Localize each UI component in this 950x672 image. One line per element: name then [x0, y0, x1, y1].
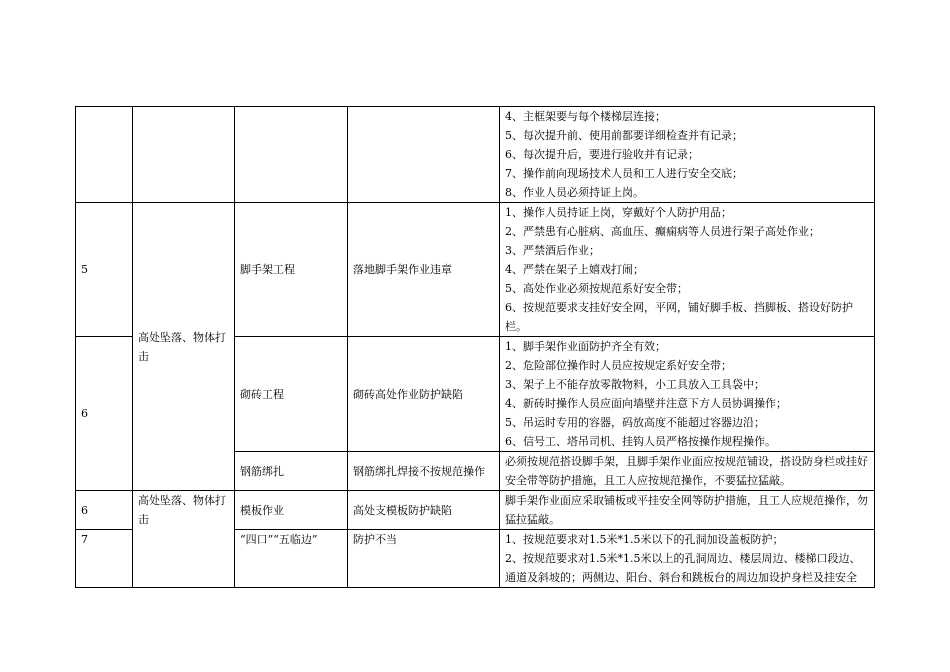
cell-measures — [500, 530, 875, 588]
measure-item: 2、危险部位操作时人员应按规定系好安全带； — [505, 359, 732, 372]
cell-risk: 钢筋绑扎焊接不按规范操作 — [348, 452, 500, 491]
cell-project: 砌砖工程 — [235, 337, 348, 452]
cell-no: 5 — [76, 203, 133, 337]
measure-item: 1、按规范要求对1.5米*1.5米以下的孔洞加设盖板防护； — [505, 533, 784, 546]
measure-item: 6、信号工、塔吊司机、挂钩人员严格按操作规程操作。 — [505, 435, 776, 448]
cell-no — [76, 107, 133, 203]
cell-risk — [348, 107, 500, 203]
measure-item: 3、严禁酒后作业； — [505, 244, 600, 257]
cell-measures: 脚手架作业面应采取铺板或平挂安全网等防护措施，且工人应规范操作，勿猛拉猛敲。 — [500, 491, 875, 530]
measure-item: 5、高处作业必须按规范系好安全带； — [505, 282, 688, 295]
table-row — [76, 203, 875, 337]
measure-item: 5、每次提升前、使用前都要详细检查并有记录； — [505, 129, 743, 142]
measure-item: 4、主框架要与每个楼梯层连接； — [505, 110, 666, 123]
measure-item: 7、操作前向现场技术人员和工人进行安全交底； — [505, 167, 743, 180]
cell-no: 7 — [76, 530, 133, 588]
cell-measures — [500, 107, 875, 203]
cell-project: 模板作业 — [235, 491, 348, 530]
measure-item: 8、作业人员必须持证上岗。 — [505, 186, 644, 199]
cell-risk: 高处支模板防护缺陷 — [348, 491, 500, 530]
cell-measures — [500, 203, 875, 337]
measure-item: 4、新砖时操作人员应面向墙壁并注意下方人员协调操作； — [505, 397, 787, 410]
measure-item: 1、操作人员持证上岗，穿戴好个人防护用品； — [505, 206, 732, 219]
hazard-control-table — [75, 106, 875, 588]
measure-item: 2、严禁患有心脏病、高血压、癫痫病等人员进行架子高处作业； — [505, 225, 820, 238]
measure-item: 6、每次提升后，要进行验收并有记录； — [505, 148, 699, 161]
table-row — [76, 107, 875, 203]
cell-accident: 高处坠落、物体打击 — [133, 203, 235, 491]
cell-no: 6 — [76, 337, 133, 491]
cell-project: 脚手架工程 — [235, 203, 348, 337]
cell-no: 6 — [76, 491, 133, 530]
cell-risk: 落地脚手架作业违章 — [348, 203, 500, 337]
measure-item: 1、脚手架作业面防护齐全有效； — [505, 340, 666, 353]
cell-measures — [500, 337, 875, 452]
cell-accident: 高处坠落、物体打击 — [133, 491, 235, 588]
cell-measures: 必须按规范搭设脚手架，且脚手架作业面应按规范铺设，搭设防身栏或挂好安全带等防护措施，且工人应按规范操作，不要猛拉猛敲。 — [500, 452, 875, 491]
cell-project: 钢筋绑扎 — [235, 452, 348, 491]
measure-item: 2、按规范要求对1.5米*1.5米以上的孔洞周边、楼层周边、楼梯口段边、通道及斜坡的；两侧边、阳台、斜台和跳板台的周边加设护身栏及挂安全 — [505, 552, 861, 584]
table-row — [76, 491, 875, 530]
cell-project — [235, 107, 348, 203]
cell-risk: 防护不当 — [348, 530, 500, 588]
measure-item: 3、架子上不能存放零散物料，小工具放入工具袋中； — [505, 378, 765, 391]
measure-item: 6、按规范要求支挂好安全网，平网，铺好脚手板、挡脚板、搭设好防护栏。 — [505, 301, 853, 333]
cell-project: “四口”“五临边” — [235, 530, 348, 588]
measure-item: 4、严禁在架子上嬉戏打闹； — [505, 263, 644, 276]
measure-item: 5、吊运时专用的容器，码放高度不能超过容器边沿； — [505, 416, 765, 429]
cell-accident — [133, 107, 235, 203]
cell-risk: 砌砖高处作业防护缺陷 — [348, 337, 500, 452]
